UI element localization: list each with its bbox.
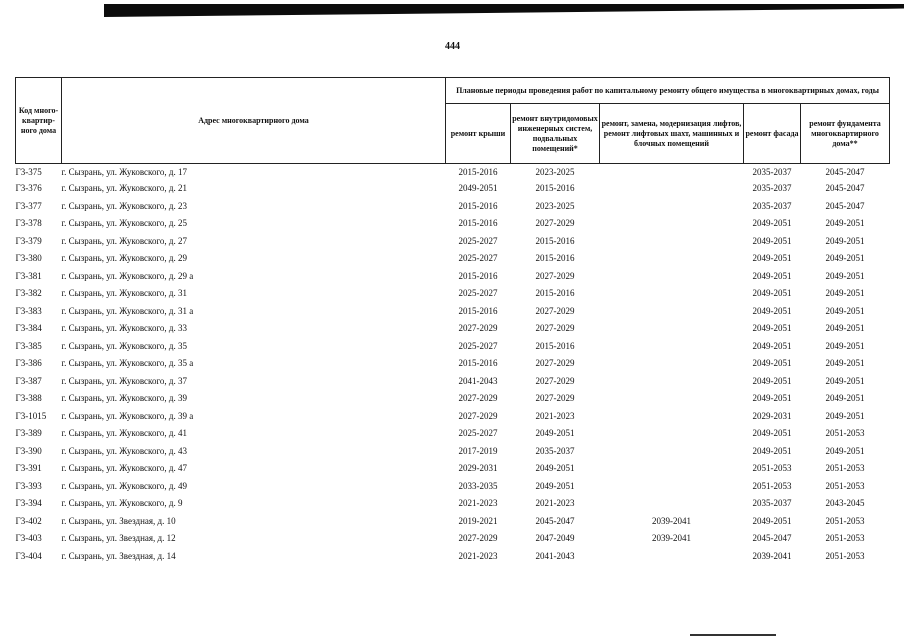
table-row [16,373,890,391]
systems-period-cell: 2023-2025 [535,200,575,211]
roof-period-cell: 2019-2021 [458,515,498,526]
facade-period-cell: 2049-2051 [752,428,792,438]
roof-period-cell: 2027-2029 [458,323,498,333]
foundation-period-cell: 2049-2051 [825,358,865,368]
elevator-period-cell [600,198,744,216]
elevator-period-cell [600,373,744,391]
elevator-period-cell [600,320,744,338]
house-address-cell: г. Сызрань, ул. Жуковского, д. 31 [61,288,187,298]
table-row [16,478,890,496]
elevator-period-cell [600,408,744,426]
foundation-period-cell: 2049-2051 [825,445,865,456]
roof-period-cell: 2029-2031 [458,463,498,473]
house-address-cell: г. Сызрань, ул. Жуковского, д. 25 [61,218,187,228]
facade-period-cell: 2049-2051 [752,393,792,403]
repair-schedule-table [15,77,890,565]
house-address-cell: г. Сызрань, ул. Жуковского, д. 39 а [61,410,194,421]
systems-period-cell: 2027-2029 [535,323,575,333]
header-group-title: Плановые периоды проведения работ по капитальному ремонту общего имущества в многоквартирных домах, годы [446,78,890,104]
elevator-period-cell [600,478,744,496]
house-address-cell: г. Сызрань, ул. Жуковского, д. 35 [61,340,187,351]
systems-period-cell: 2049-2051 [535,428,575,438]
facade-period-cell: 2049-2051 [752,218,792,228]
house-code-cell: Г3-383 [15,305,42,316]
facade-period-cell: 2049-2051 [752,323,792,333]
roof-period-cell: 2015-2016 [458,167,498,177]
table-row [16,548,890,566]
elevator-period-cell [600,548,744,566]
roof-period-cell: 2025-2027 [458,235,498,246]
house-code-cell: Г3-379 [15,235,42,246]
systems-period-cell: 2023-2025 [535,167,575,177]
elevator-period-cell [600,425,744,443]
foundation-period-cell: 2049-2051 [825,235,865,246]
elevator-period-cell: 2039-2041 [652,533,691,543]
elevator-period-cell [600,164,744,181]
house-code-cell: Г3-393 [15,480,42,491]
house-code-cell: Г3-388 [15,393,42,403]
house-address-cell: г. Сызрань, ул. Жуковского, д. 43 [61,445,187,456]
systems-period-cell: 2021-2023 [535,410,575,421]
house-code-cell: Г3-402 [15,515,42,526]
foundation-period-cell: 2045-2047 [825,167,865,177]
systems-period-cell: 2045-2047 [535,515,575,526]
table-row [16,285,890,303]
foundation-period-cell: 2051-2053 [825,550,865,561]
house-code-cell: Г3-390 [15,445,42,456]
house-address-cell: г. Сызрань, ул. Жуковского, д. 31 а [61,305,194,316]
roof-period-cell: 2015-2016 [458,270,498,281]
systems-period-cell: 2049-2051 [535,480,575,491]
elevator-period-cell [600,285,744,303]
house-code-cell: Г3-378 [15,218,42,228]
roof-period-cell: 2025-2027 [458,340,498,351]
systems-period-cell: 2027-2029 [535,393,575,403]
facade-period-cell: 2049-2051 [752,305,792,316]
foundation-period-cell: 2049-2051 [825,323,865,333]
table-row [16,513,890,531]
header-address: Адрес многоквартирного дома [62,78,446,164]
foundation-period-cell: 2051-2053 [825,515,865,526]
table-row [16,268,890,286]
elevator-period-cell [600,303,744,321]
house-code-cell: Г3-376 [15,183,42,193]
roof-period-cell: 2027-2029 [458,533,498,543]
facade-period-cell: 2049-2051 [752,253,792,263]
foundation-period-cell: 2049-2051 [825,410,865,421]
elevator-period-cell [600,215,744,233]
facade-period-cell: 2049-2051 [752,235,792,246]
house-code-cell: Г3-380 [15,253,42,263]
house-address-cell: г. Сызрань, ул. Жуковского, д. 41 [61,428,187,438]
elevator-period-cell [600,338,744,356]
roof-period-cell: 2017-2019 [458,445,498,456]
house-code-cell: Г3-394 [15,498,42,508]
foundation-period-cell: 2049-2051 [825,218,865,228]
systems-period-cell: 2015-2016 [535,183,575,193]
table-row [16,460,890,478]
house-code-cell: Г3-381 [15,270,42,281]
house-address-cell: г. Сызрань, ул. Жуковского, д. 29 [61,253,187,263]
roof-period-cell: 2015-2016 [458,358,498,368]
facade-period-cell: 2051-2053 [752,463,792,473]
house-code-cell: Г3-385 [15,340,42,351]
table-header [16,78,890,164]
page-number: 444 [445,41,460,52]
header-code: Код много-квартир-ного дома [16,78,62,164]
foundation-period-cell: 2049-2051 [825,270,865,281]
roof-period-cell: 2027-2029 [458,393,498,403]
systems-period-cell: 2015-2016 [535,235,575,246]
foundation-period-cell: 2045-2047 [825,200,865,211]
table-row [16,198,890,216]
systems-period-cell: 2035-2037 [535,445,575,456]
facade-period-cell: 2049-2051 [752,445,792,456]
systems-period-cell: 2027-2029 [535,270,575,281]
house-code-cell: Г3-389 [15,428,42,438]
facade-period-cell: 2049-2051 [752,340,792,351]
systems-period-cell: 2047-2049 [535,533,575,543]
systems-period-cell: 2015-2016 [535,288,575,298]
foundation-period-cell: 2049-2051 [825,393,865,403]
roof-period-cell: 2033-2035 [458,480,498,491]
house-address-cell: г. Сызрань, ул. Жуковского, д. 17 [61,167,187,177]
foundation-period-cell: 2049-2051 [825,340,865,351]
table-row [16,180,890,198]
house-address-cell: г. Сызрань, ул. Жуковского, д. 49 [61,480,187,491]
foundation-period-cell: 2051-2053 [825,480,865,491]
systems-period-cell: 2027-2029 [535,218,575,228]
systems-period-cell: 2049-2051 [535,463,575,473]
systems-period-cell: 2041-2043 [535,550,575,561]
foundation-period-cell: 2049-2051 [825,375,865,386]
house-code-cell: Г3-384 [15,323,42,333]
house-code-cell: Г3-382 [15,288,42,298]
foundation-period-cell: 2049-2051 [825,253,865,263]
house-code-cell: Г3-377 [15,200,42,211]
roof-period-cell: 2021-2023 [458,550,498,561]
house-code-cell: Г3-404 [15,550,42,561]
systems-period-cell: 2021-2023 [535,498,575,508]
foundation-period-cell: 2051-2053 [825,463,865,473]
elevator-period-cell [600,355,744,373]
table-row [16,338,890,356]
roof-period-cell: 2027-2029 [458,410,498,421]
scan-artifact-line [690,634,776,636]
table-row [16,320,890,338]
elevator-period-cell [600,460,744,478]
header-foundation: ремонт фундамента многоквартирного дома** [801,104,890,164]
facade-period-cell: 2049-2051 [752,375,792,386]
systems-period-cell: 2027-2029 [535,305,575,316]
facade-period-cell: 2035-2037 [752,183,792,193]
header-systems: ремонт внутридомовых инженерных систем, подвальных помещений* [511,104,600,164]
table-row [16,408,890,426]
house-code-cell: Г3-1015 [15,410,47,421]
systems-period-cell: 2027-2029 [535,358,575,368]
house-address-cell: г. Сызрань, ул. Жуковского, д. 47 [61,463,187,473]
foundation-period-cell: 2049-2051 [825,288,865,298]
house-code-cell: Г3-387 [15,375,42,386]
roof-period-cell: 2049-2051 [458,183,498,193]
facade-period-cell: 2049-2051 [752,270,792,281]
house-address-cell: г. Сызрань, ул. Звездная, д. 14 [61,550,176,561]
facade-period-cell: 2045-2047 [752,533,792,543]
table-row [16,303,890,321]
house-code-cell: Г3-386 [15,358,42,368]
facade-period-cell: 2049-2051 [752,288,792,298]
house-address-cell: г. Сызрань, ул. Жуковского, д. 9 [61,498,183,508]
facade-period-cell: 2035-2037 [752,200,792,211]
house-address-cell: г. Сызрань, ул. Жуковского, д. 39 [61,393,187,403]
house-address-cell: г. Сызрань, ул. Звездная, д. 12 [61,533,176,543]
elevator-period-cell [600,495,744,513]
systems-period-cell: 2027-2029 [535,375,575,386]
elevator-period-cell [600,250,744,268]
facade-period-cell: 2049-2051 [752,515,792,526]
house-address-cell: г. Сызрань, ул. Жуковского, д. 35 а [61,358,194,368]
scan-edge-shadow [104,4,904,17]
table-row [16,425,890,443]
elevator-period-cell: 2039-2041 [652,515,691,526]
house-address-cell: г. Сызрань, ул. Жуковского, д. 29 а [61,270,194,281]
facade-period-cell: 2035-2037 [752,498,792,508]
roof-period-cell: 2015-2016 [458,218,498,228]
header-roof: ремонт крыши [446,104,511,164]
house-address-cell: г. Сызрань, ул. Жуковского, д. 23 [61,200,187,211]
roof-period-cell: 2041-2043 [458,375,498,386]
roof-period-cell: 2025-2027 [458,428,498,438]
house-address-cell: г. Сызрань, ул. Жуковского, д. 27 [61,235,187,246]
roof-period-cell: 2021-2023 [458,498,498,508]
house-address-cell: г. Сызрань, ул. Жуковского, д. 37 [61,375,187,386]
facade-period-cell: 2035-2037 [752,167,792,177]
house-address-cell: г. Сызрань, ул. Звездная, д. 10 [61,515,176,526]
systems-period-cell: 2015-2016 [535,340,575,351]
header-elevators: ремонт, замена, модернизация лифтов, ремонт лифтовых шахт, машинных и блочных помещений [600,104,744,164]
roof-period-cell: 2015-2016 [458,305,498,316]
house-code-cell: Г3-391 [15,463,42,473]
elevator-period-cell [600,443,744,461]
elevator-period-cell [600,180,744,198]
house-code-cell: Г3-375 [15,167,42,177]
systems-period-cell: 2015-2016 [535,253,575,263]
roof-period-cell: 2025-2027 [458,253,498,263]
table-row [16,355,890,373]
foundation-period-cell: 2043-2045 [825,498,865,508]
roof-period-cell: 2015-2016 [458,200,498,211]
elevator-period-cell [600,233,744,251]
facade-period-cell: 2051-2053 [752,480,792,491]
house-code-cell: Г3-403 [15,533,42,543]
facade-period-cell: 2039-2041 [752,550,792,561]
facade-period-cell: 2049-2051 [752,358,792,368]
foundation-period-cell: 2051-2053 [825,428,865,438]
table-row [16,215,890,233]
table-row [16,443,890,461]
table-row [16,495,890,513]
table-row [16,164,890,181]
foundation-period-cell: 2051-2053 [825,533,865,543]
foundation-period-cell: 2049-2051 [825,305,865,316]
table-row [16,233,890,251]
foundation-period-cell: 2045-2047 [825,183,865,193]
elevator-period-cell [600,268,744,286]
table-row [16,530,890,548]
elevator-period-cell [600,390,744,408]
table-row [16,390,890,408]
header-facade: ремонт фасада [744,104,801,164]
house-address-cell: г. Сызрань, ул. Жуковского, д. 21 [61,183,187,193]
facade-period-cell: 2029-2031 [752,410,792,421]
table-row [16,250,890,268]
house-address-cell: г. Сызрань, ул. Жуковского, д. 33 [61,323,187,333]
table-body [16,164,890,566]
roof-period-cell: 2025-2027 [458,288,498,298]
